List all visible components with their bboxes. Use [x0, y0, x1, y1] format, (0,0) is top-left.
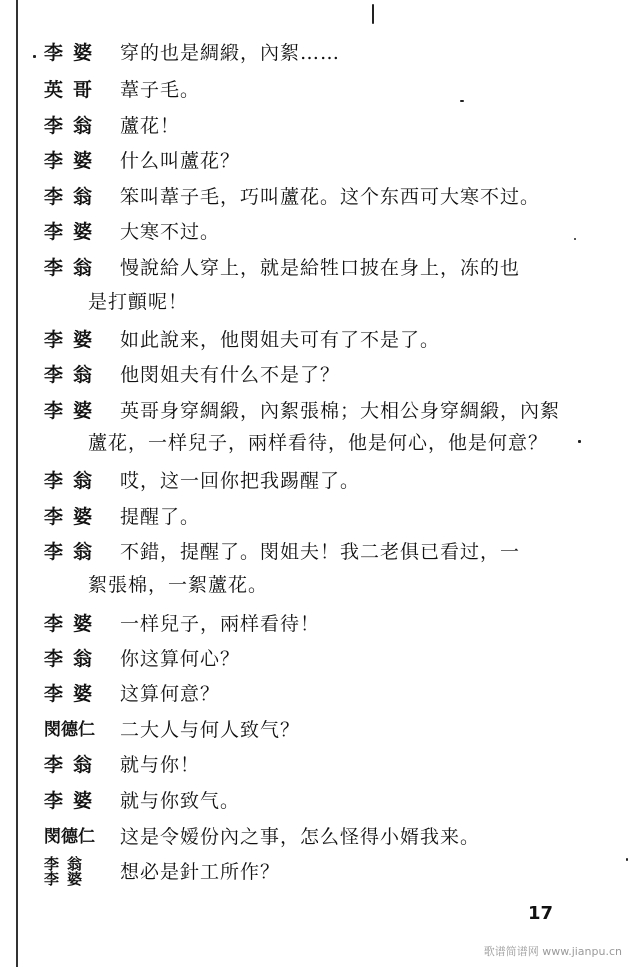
dialogue-text: 这算何意？	[120, 683, 221, 705]
dialogue-line	[0, 325, 640, 355]
scan-speck	[372, 4, 374, 24]
dialogue-line	[0, 217, 640, 247]
dialogue-line	[0, 537, 640, 567]
dialogue-text: 如此說来，他閔姐夫可有了不是了。	[120, 329, 441, 351]
speaker-name: 李翁	[44, 186, 103, 208]
dialogue-text: 英哥身穿綢緞，內絮張棉；大相公身穿綢緞，內絮	[120, 400, 561, 422]
speaker-name: 李翁	[44, 364, 103, 386]
dialogue-line	[0, 679, 640, 709]
scan-speck	[626, 858, 628, 861]
dialogue-line	[0, 466, 640, 496]
dialogue-line	[0, 146, 640, 176]
dialogue-text: 这是令嫒份內之事，怎么怪得小婿我来。	[120, 826, 481, 848]
dialogue-line	[0, 857, 640, 887]
dialogue-line	[0, 396, 640, 426]
dialogue-line	[0, 609, 640, 639]
speaker-name: 李婆	[44, 400, 103, 422]
scan-speck	[574, 238, 576, 240]
speaker-name: 李婆	[44, 790, 103, 812]
dialogue-line	[0, 750, 640, 780]
scan-speck	[578, 440, 581, 443]
dialogue-text: 大寒不过。	[120, 221, 221, 243]
dialogue-text: 就与你！	[120, 754, 201, 776]
speaker-name: 李翁	[44, 855, 91, 873]
dialogue-text: 就与你致气。	[120, 790, 241, 812]
speaker-name: 李翁	[44, 115, 103, 137]
dialogue-text: 蘆花！	[120, 115, 181, 137]
dialogue-continuation: 絮張棉，一絮蘆花。	[88, 574, 269, 596]
speaker-name: 李婆	[44, 683, 103, 705]
dialogue-line	[0, 715, 640, 745]
speaker-name: 李婆	[44, 42, 103, 64]
speaker-name: 李翁	[44, 648, 103, 670]
dialogue-text: 穿的也是綢緞，內絮……	[120, 42, 341, 64]
dialogue-text: 葦子毛。	[120, 79, 201, 101]
speaker-name: 李婆	[44, 221, 103, 243]
speaker-name: 李婆	[44, 150, 103, 172]
dialogue-line	[0, 253, 640, 283]
speaker-name: 閔德仁	[44, 720, 95, 740]
speaker-name: 李翁	[44, 257, 103, 279]
dialogue-text: 你这算何心？	[120, 648, 241, 670]
dialogue-text: 想必是針工所作？	[120, 861, 281, 883]
dialogue-text: 不錯，提醒了。閔姐夫！我二老俱已看过，一	[120, 541, 521, 563]
dialogue-text: 他閔姐夫有什么不是了？	[120, 364, 341, 386]
dialogue-line	[0, 786, 640, 816]
dialogue-text: 什么叫蘆花？	[120, 150, 241, 172]
scan-speck	[33, 55, 36, 58]
speaker-name-stacked	[44, 857, 106, 887]
dialogue-text: 一样兒子，兩样看待！	[120, 613, 321, 635]
dialogue-line	[0, 360, 640, 390]
dialogue-line	[0, 182, 640, 212]
dialogue-text: 提醒了。	[120, 506, 201, 528]
speaker-name: 李翁	[44, 470, 103, 492]
speaker-name: 李婆	[44, 506, 103, 528]
speaker-name: 閔德仁	[44, 827, 95, 847]
scan-speck	[460, 100, 464, 102]
dialogue-continuation: 是打顫呢！	[88, 291, 189, 313]
dialogue-text: 慢說給人穿上，就是給牲口披在身上，冻的也	[120, 257, 521, 279]
dialogue-line	[0, 644, 640, 674]
dialogue-continuation: 蘆花，一样兒子，兩样看待，他是何心，他是何意？	[88, 432, 549, 454]
dialogue-line	[0, 38, 640, 68]
watermark: 歌谱简谱网 www.jianpu.cn	[483, 945, 622, 958]
speaker-name: 李婆	[44, 870, 91, 888]
dialogue-text: 哎，这一回你把我踢醒了。	[120, 470, 361, 492]
speaker-name: 李婆	[44, 329, 103, 351]
dialogue-line	[0, 502, 640, 532]
speaker-name: 李婆	[44, 613, 103, 635]
dialogue-text: 笨叫葦子毛，巧叫蘆花。这个东西可大寒不过。	[120, 186, 541, 208]
speaker-name: 李翁	[44, 754, 103, 776]
speaker-name: 李翁	[44, 541, 103, 563]
dialogue-text: 二大人与何人致气？	[120, 719, 301, 741]
dialogue-line	[0, 822, 640, 852]
dialogue-line	[0, 75, 640, 105]
speaker-name: 英哥	[44, 79, 103, 101]
page-number: 17	[528, 903, 554, 924]
dialogue-line	[0, 111, 640, 141]
